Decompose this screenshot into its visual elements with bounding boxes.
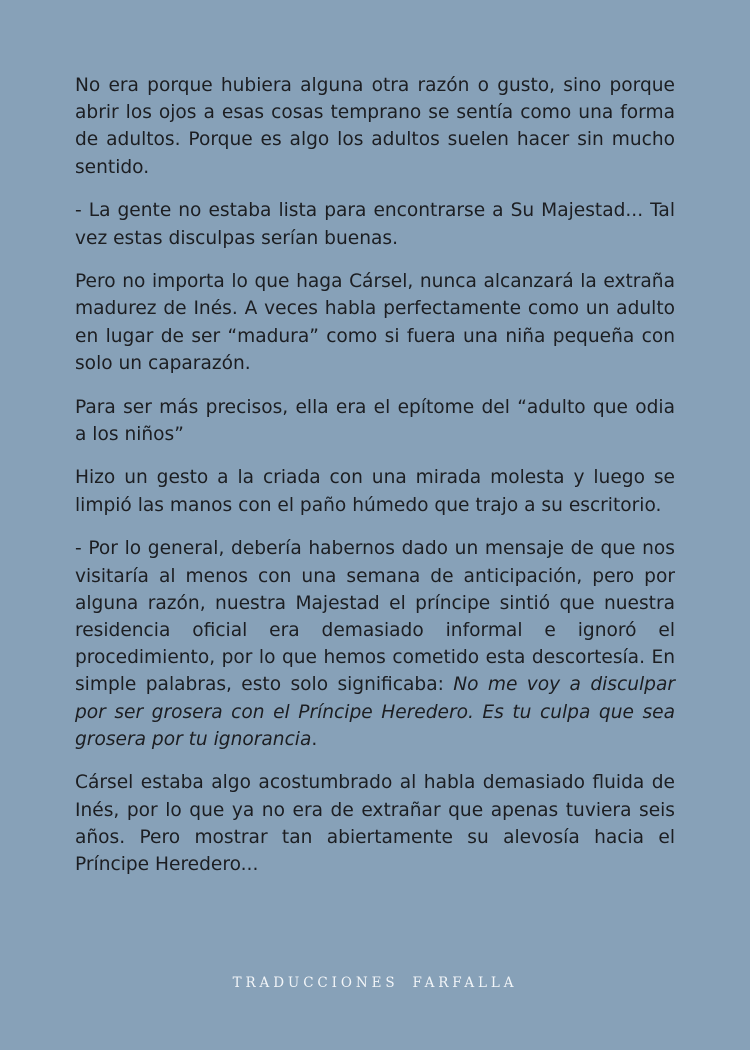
paragraph-3: Pero no importa lo que haga Cársel, nunca alcanzará la extraña madurez de Inés. A veces habla perfectamente como un adulto en lugar de ser “madura” como si fuera una niña pequeña con solo un caparazón.	[75, 271, 675, 374]
paragraph-1: No era porque hubiera alguna otra razón o gusto, sino porque abrir los ojos a esas cosas temprano se sentía como una forma de adultos. Porque es algo los adultos suelen hacer sin mucho sentido.	[75, 75, 675, 178]
paragraph-6	[75, 535, 675, 753]
paragraph-6-end: .	[311, 728, 318, 750]
paragraph-5: Hizo un gesto a la criada con una mirada molesta y luego se limpió las manos con el paño húmedo que trajo a su escritorio.	[75, 467, 675, 516]
paragraph-2: - La gente no estaba lista para encontrarse a Su Majestad... Tal vez estas disculpas serían buenas.	[75, 200, 675, 249]
footer-credit	[0, 975, 750, 991]
paragraph-6-italic: No me voy a disculpar por ser grosera con el Príncipe Heredero. Es tu culpa que sea grosera por tu ignorancia	[75, 674, 675, 750]
paragraph-6-text: - Por lo general, debería habernos dado un mensaje de que nos visitaría al menos con una semana de anticipación, pero por alguna razón, nuestra Majestad el príncipe sintió que nuestra residencia oficial era demasiado informal e ignoró el procedimiento, por lo que hemos cometido esta descortesía. En simple palabras, esto solo significaba:	[75, 538, 675, 696]
footer-word-1: TRADUCCIONES	[232, 975, 399, 991]
page-body	[75, 72, 675, 895]
footer-word-2: FARFALLA	[412, 975, 518, 991]
paragraph-7: Cársel estaba algo acostumbrado al habla demasiado fluida de Inés, por lo que ya no era de extrañar que apenas tuviera seis años. Pero mostrar tan abiertamente su alevosía hacia el Príncipe Heredero...	[75, 772, 675, 876]
paragraph-4: Para ser más precisos, ella era el epítome del “adulto que odia a los niños”	[75, 396, 675, 445]
